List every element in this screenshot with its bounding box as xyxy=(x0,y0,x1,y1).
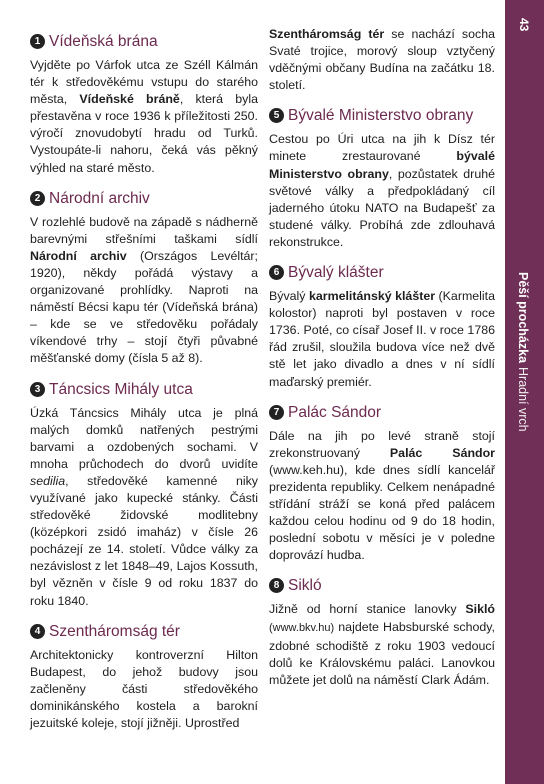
section-heading-1 xyxy=(30,32,258,51)
running-header-section: Pěší procházka xyxy=(516,272,530,364)
section-body-5: Cestou po Úri utca na jih k Dísz tér minete zrestaurované bývalé Ministerstvo obrany, pozůstatek druhé světové války a předpokládaný cíl jaderného útoku NATO na Budapešť za studené války. Probíhá zde zdlouhavá rekonstrukce. xyxy=(269,132,495,249)
section-heading-2 xyxy=(30,189,258,208)
page-number: 43 xyxy=(517,18,531,32)
left-column xyxy=(30,30,258,732)
chapter-sidebar xyxy=(505,0,544,784)
section-title: Sikló xyxy=(288,577,322,595)
section-heading-3 xyxy=(30,380,258,399)
section-heading-5 xyxy=(269,106,495,125)
running-header-subsection: Hradní vrch xyxy=(516,366,530,432)
section-number-badge: 7 xyxy=(269,405,284,420)
right-column xyxy=(269,26,495,689)
section-body-8: Jižně od horní stanice lanovky Sikló (www.bkv.hu) najdete Habsburské schody, zdobné schodiště z roku 1903 vedoucí dolů ke Královskému paláci. Lanovkou můžete jet dolů na náměstí Clark Ádám. xyxy=(269,602,495,687)
section-title: Národní archiv xyxy=(49,189,150,207)
section-title: Palác Sándor xyxy=(288,403,382,421)
section-body-7: Dále na jih po levé straně stojí zrekonstruovaný Palác Sándor (www.keh.hu), kde dnes sídlí kancelář prezidenta republiky. Celkem nenápadné střídání stráží se koná před palácem každou celou hodinu od 9 do 18 hodin, poslední sobotu v měsíci je v poledne doprovází hudba. xyxy=(269,428,495,563)
section-heading-4 xyxy=(30,622,258,641)
section-body-4-continued: Szentháromság tér se nachází socha Svaté trojice, morový sloup vztyčený vděčnými občany Budína na začátku 18. století. xyxy=(269,27,495,93)
section-number-badge: 5 xyxy=(269,108,284,123)
section-heading-7 xyxy=(269,403,495,422)
section-title: Bývalý klášter xyxy=(288,264,384,282)
section-number-badge: 4 xyxy=(30,624,45,639)
section-heading-8 xyxy=(269,576,495,595)
section-body-6: Bývalý karmelitánský klášter (Karmelita kolostor) naproti byl postaven v roce 1736. Poté, co císař Josef II. v roce 1786 řád zrušil, sloužila budova více než dvě stě let jako divadlo a dnes v ní sídlí maďarský premiér. xyxy=(269,289,495,389)
section-title: Szentháromság tér xyxy=(49,622,180,640)
section-body-1: Vyjděte po Várfok utca ze Széll Kálmán tér k středověkému vstupu do starého města, Vídeňské bráně, která byla přestavěna v roce 1936 k příležitosti 250. výročí znovudobytí hradu od Turků. Vystoupáte-li nahoru, čeká vás pěkný výhled na staré město. xyxy=(30,58,258,175)
section-title: Bývalé Ministerstvo obrany xyxy=(288,107,474,125)
running-header xyxy=(516,272,530,431)
section-number-badge: 6 xyxy=(269,265,284,280)
section-body-3: Úzká Táncsics Mihály utca je plná malých domků natřených pestrými barvami a ozdobených sochami. V mnoha průchodech do dvorů uvidíte sedilia, středověké kamenné niky využívané jako kupecké stánky. Části středověké židovské modlitebny (középkori zsidó imaház) v čísle 26 pocházejí ze 14. století. Vůdce války za nezávislost z let 1848–49, Lajos Kossuth, byl vězněn v čísle 9 od roku 1837 do roku 1840. xyxy=(30,405,258,608)
section-number-badge: 8 xyxy=(269,578,284,593)
section-number-badge: 1 xyxy=(30,34,45,49)
section-body-4-start: Architektonicky kontroverzní Hilton Budapest, do jehož budovy jsou začleněny části středověkého dominikánského kostela a barokní jezuitské koleje, stojí jižněji. Uprostřed xyxy=(30,647,258,730)
section-title: Vídeňská brána xyxy=(49,33,158,50)
section-title: Táncsics Mihály utca xyxy=(49,380,193,398)
section-body-2: V rozlehlé budově na západě s nádherně barevnými střešními taškami sídlí Národní archiv (Országos Levéltár; 1920), někdy pořádá výstavy a organizované prohlídky. Naproti na náměstí Bécsi kapu tér (Vídeňská brána) – kde se ve středověku pořádaly víkendové trhy – stojí čtyři půvabné měšťanské domy (čísla 5 až 8). xyxy=(30,214,258,366)
section-number-badge: 2 xyxy=(30,191,45,206)
section-number-badge: 3 xyxy=(30,382,45,397)
section-heading-6 xyxy=(269,263,495,282)
